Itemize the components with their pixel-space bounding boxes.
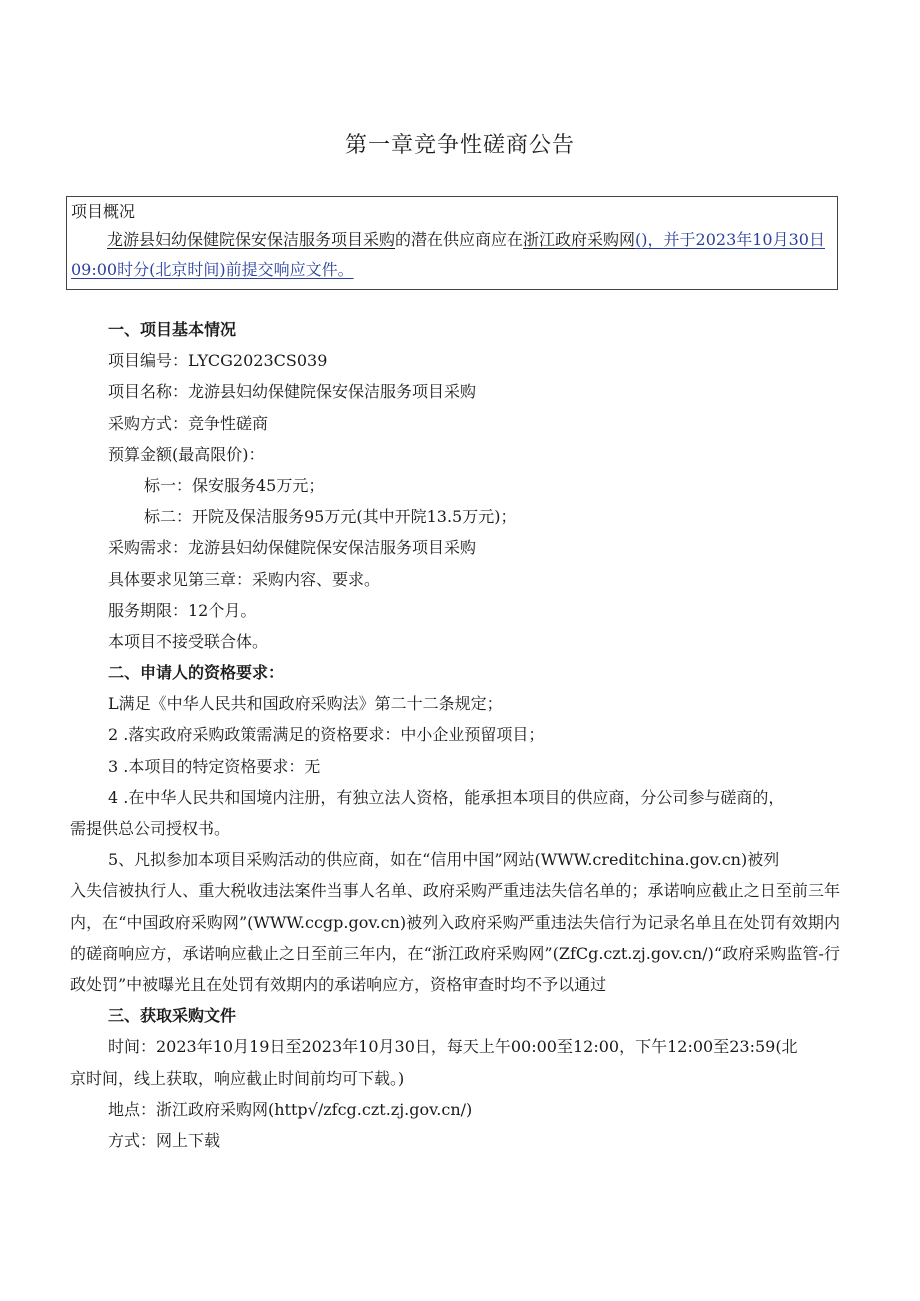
- acquisition-time: [70, 1031, 840, 1093]
- qualification-item-5-rest: 入失信被执行人、重大税收违法案件当事人名单、政府采购严重违法失信名单的；承诺响应截止之日至前三年内，在“中国政府采购网”(WWW.ccgp.gov.cn)被列入政府采购严重违法失信行为记录名单且在处罚有效期内的磋商响应方，承诺响应截止之日至前三年内，在“浙江政府采购网”(ZfCg.czt.zj.gov.cn/)“政府采购监管-行政处罚”中被曝光且在处罚有效期内的承诺响应方，资格审查时均不予以通过: [70, 881, 840, 994]
- procurement-requirement: 采购需求：龙游县妇幼保健院保安保洁服务项目采购: [108, 538, 477, 558]
- section2-heading: 二、申请人的资格要求：: [108, 663, 285, 683]
- document-body: [70, 314, 840, 1156]
- no-consortium: 本项目不接受联合体。: [108, 631, 269, 651]
- zhejiang-procurement-link[interactable]: 浙江政府采购网: [523, 230, 636, 249]
- project-name-link[interactable]: 龙游县妇幼保健院保安保洁服务项目采购: [107, 230, 396, 249]
- acquisition-time-rest: 京时间，线上获取，响应截止时间前均可下载。): [70, 1068, 405, 1088]
- lot-two: 标二：开院及保洁服务95万元(其中开院13.5万元)；: [144, 507, 517, 527]
- qualification-item-2: 2 .落实政府采购政策需满足的资格要求：中小企业预留项目；: [108, 725, 545, 745]
- acquisition-time-first: 时间：2023年10月19日至2023年10月30日，每天上午00:00至12:00，下午12:00至23:59(北: [108, 1037, 798, 1057]
- section1-heading: 一、项目基本情况: [108, 320, 237, 339]
- overview-deadline-text: ()，并于2023年10月30日09:00时分(北京时间)前提交响应文件。: [71, 230, 825, 279]
- procurement-method: 采购方式：竞争性磋商: [108, 413, 269, 433]
- qualification-item-3: 3 .本项目的特定资格要求：无: [108, 756, 321, 776]
- qualification-item-4-first: 4 .在中华人民共和国境内注册，有独立法人资格，能承担本项目的供应商，分公司参与磋商的，: [108, 787, 785, 807]
- qualification-item-4: [70, 782, 840, 844]
- requirement-reference: 具体要求见第三章：采购内容、要求。: [108, 569, 381, 589]
- section3-heading: 三、获取采购文件: [108, 1006, 237, 1026]
- overview-text: [71, 225, 833, 285]
- project-overview-box: [66, 196, 838, 290]
- overview-text-middle: 的潜在供应商应在: [395, 230, 524, 249]
- qualification-item-5-first: 5、凡拟参加本项目采购活动的供应商，如在“信用中国”网站(WWW.creditchina.gov.cn)被列: [108, 850, 780, 870]
- overview-label: 项目概况: [71, 202, 136, 221]
- page-title: 第一章竞争性磋商公告: [344, 133, 575, 158]
- project-number: 项目编号：LYCG2023CS039: [108, 351, 328, 371]
- acquisition-place: 地点：浙江政府采购网(http√/zfcg.czt.zj.gov.cn/): [108, 1099, 473, 1119]
- qualification-item-1: L满足《中华人民共和国政府采购法》第二十二条规定；: [108, 694, 503, 714]
- acquisition-method: 方式：网上下载: [108, 1130, 221, 1150]
- lot-one: 标一：保安服务45万元；: [144, 475, 325, 495]
- qualification-item-4-rest: 需提供总公司授权书。: [70, 819, 231, 838]
- project-name: 项目名称：龙游县妇幼保健院保安保洁服务项目采购: [108, 382, 477, 402]
- service-period: 服务期限：12个月。: [108, 600, 257, 620]
- qualification-item-5: [70, 844, 840, 1000]
- budget-amount: 预算金额(最高限价)：: [108, 444, 265, 464]
